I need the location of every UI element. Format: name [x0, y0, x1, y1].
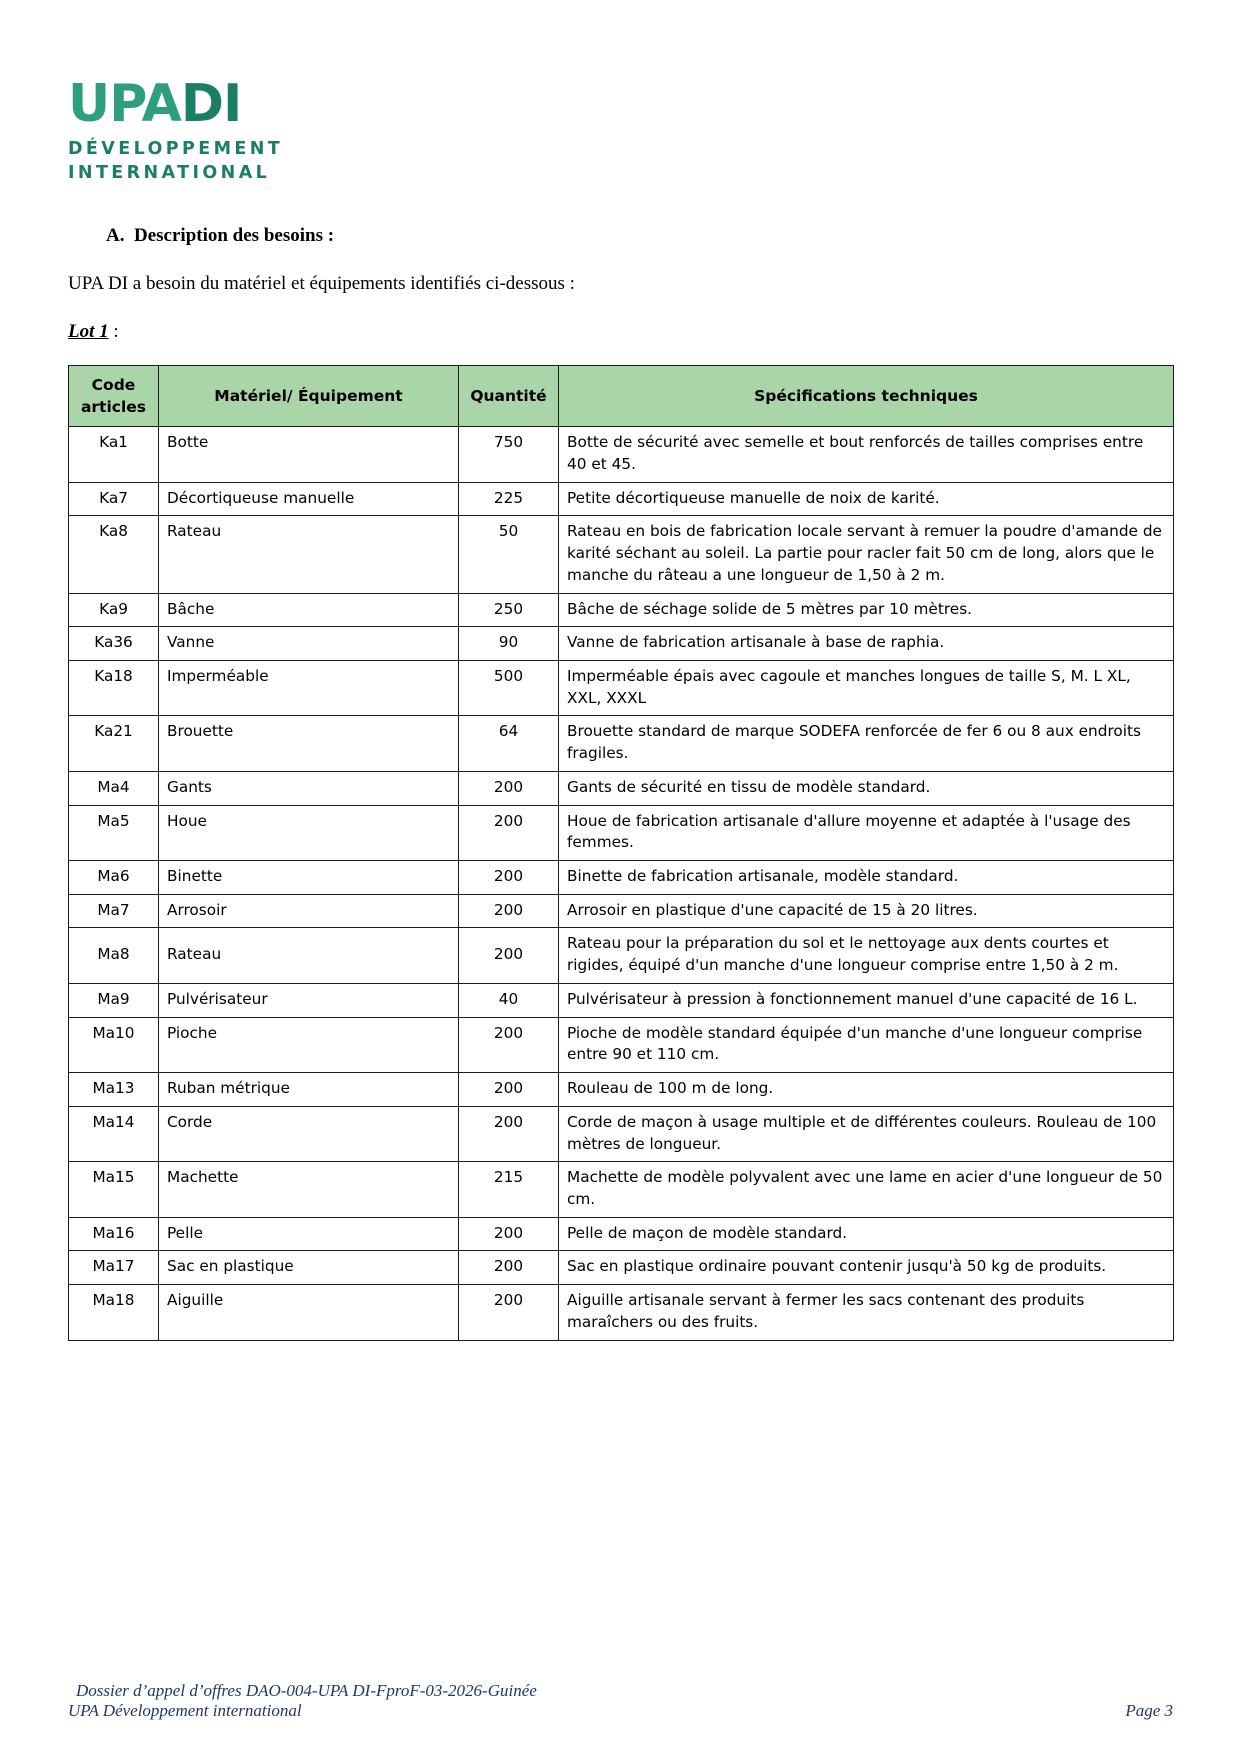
page-footer	[68, 1681, 1173, 1721]
cell-quantity: 64	[459, 716, 559, 771]
cell-specification: Aiguille artisanale servant à fermer les sacs contenant des produits maraîchers ou des fruits.	[559, 1285, 1174, 1340]
table-body	[69, 427, 1174, 1340]
table-row	[69, 1106, 1174, 1161]
table-row	[69, 1017, 1174, 1072]
cell-equipment: Sac en plastique	[159, 1251, 459, 1285]
table-header-row	[69, 366, 1174, 427]
section-heading-text: Description des besoins :	[134, 225, 335, 247]
footer-bottom-line	[68, 1701, 1173, 1721]
cell-code: Ka36	[69, 627, 159, 661]
cell-equipment: Bâche	[159, 593, 459, 627]
cell-code: Ma6	[69, 861, 159, 895]
lot-number: Lot 1	[68, 321, 109, 343]
cell-code: Ma10	[69, 1017, 159, 1072]
cell-equipment: Houe	[159, 805, 459, 860]
table-row	[69, 1217, 1174, 1251]
table-row	[69, 593, 1174, 627]
cell-equipment: Décortiqueuse manuelle	[159, 482, 459, 516]
cell-specification: Binette de fabrication artisanale, modèle standard.	[559, 861, 1174, 895]
cell-equipment: Machette	[159, 1162, 459, 1217]
cell-specification: Gants de sécurité en tissu de modèle standard.	[559, 771, 1174, 805]
cell-equipment: Pelle	[159, 1217, 459, 1251]
table-row	[69, 894, 1174, 928]
cell-specification: Pulvérisateur à pression à fonctionnement manuel d'une capacité de 16 L.	[559, 983, 1174, 1017]
footer-organization: UPA Développement international	[68, 1701, 302, 1720]
cell-code: Ma4	[69, 771, 159, 805]
cell-quantity: 200	[459, 1017, 559, 1072]
column-header-code-line1: Code	[91, 376, 136, 395]
logo-di-text: DI	[180, 74, 242, 134]
cell-code: Ka9	[69, 593, 159, 627]
cell-code: Ka8	[69, 516, 159, 593]
cell-equipment: Aiguille	[159, 1285, 459, 1340]
cell-code: Ka7	[69, 482, 159, 516]
intro-paragraph: UPA DI a besoin du matériel et équipements identifiés ci-dessous :	[68, 273, 575, 295]
cell-quantity: 200	[459, 894, 559, 928]
logo-wordmark	[68, 74, 1173, 134]
cell-code: Ma13	[69, 1073, 159, 1107]
cell-quantity: 250	[459, 593, 559, 627]
cell-specification: Arrosoir en plastique d'une capacité de 15 à 20 litres.	[559, 894, 1174, 928]
cell-quantity: 215	[459, 1162, 559, 1217]
column-header-code-line2: articles	[80, 398, 147, 417]
table-row	[69, 661, 1174, 716]
cell-quantity: 200	[459, 1251, 559, 1285]
logo-upa-text: UPA	[68, 74, 181, 134]
cell-equipment: Pioche	[159, 1017, 459, 1072]
table-row	[69, 983, 1174, 1017]
cell-equipment: Botte	[159, 427, 459, 482]
cell-code: Ma8	[69, 928, 159, 983]
cell-code: Ma9	[69, 983, 159, 1017]
table-row	[69, 1162, 1174, 1217]
column-header-quantity: Quantité	[459, 366, 559, 427]
cell-quantity: 500	[459, 661, 559, 716]
cell-code: Ma7	[69, 894, 159, 928]
cell-code: Ma15	[69, 1162, 159, 1217]
table-row	[69, 427, 1174, 482]
cell-equipment: Rateau	[159, 516, 459, 593]
cell-code: Ka1	[69, 427, 159, 482]
cell-code: Ma16	[69, 1217, 159, 1251]
cell-specification: Rateau en bois de fabrication locale servant à remuer la poudre d'amande de karité séchant au soleil. La partie pour racler fait 50 cm de long, alors que le manche du râteau a une longueur de 1,50 à 2 m.	[559, 516, 1174, 593]
table-row	[69, 771, 1174, 805]
cell-quantity: 200	[459, 1285, 559, 1340]
cell-equipment: Gants	[159, 771, 459, 805]
cell-equipment: Rateau	[159, 928, 459, 983]
cell-equipment: Binette	[159, 861, 459, 895]
cell-quantity: 200	[459, 928, 559, 983]
cell-specification: Petite décortiqueuse manuelle de noix de karité.	[559, 482, 1174, 516]
upadi-logo	[68, 74, 1173, 185]
table-row	[69, 482, 1174, 516]
cell-quantity: 200	[459, 771, 559, 805]
cell-quantity: 200	[459, 861, 559, 895]
section-heading	[106, 225, 1173, 247]
logo-subtitle-line1: DÉVELOPPEMENT	[68, 139, 284, 159]
cell-specification: Botte de sécurité avec semelle et bout renforcés de tailles comprises entre 40 et 45.	[559, 427, 1174, 482]
cell-specification: Corde de maçon à usage multiple et de différentes couleurs. Rouleau de 100 mètres de longueur.	[559, 1106, 1174, 1161]
cell-equipment: Brouette	[159, 716, 459, 771]
cell-code: Ka21	[69, 716, 159, 771]
cell-specification: Rouleau de 100 m de long.	[559, 1073, 1174, 1107]
column-header-specifications: Spécifications techniques	[559, 366, 1174, 427]
cell-specification: Bâche de séchage solide de 5 mètres par 10 mètres.	[559, 593, 1174, 627]
cell-code: Ka18	[69, 661, 159, 716]
cell-equipment: Vanne	[159, 627, 459, 661]
table-row	[69, 1251, 1174, 1285]
table-row	[69, 861, 1174, 895]
table-row	[69, 516, 1174, 593]
cell-specification: Brouette standard de marque SODEFA renforcée de fer 6 ou 8 aux endroits fragiles.	[559, 716, 1174, 771]
cell-quantity: 90	[459, 627, 559, 661]
cell-specification: Pioche de modèle standard équipée d'un manche d'une longueur comprise entre 90 et 110 cm.	[559, 1017, 1174, 1072]
table-row	[69, 627, 1174, 661]
cell-specification: Rateau pour la préparation du sol et le nettoyage aux dents courtes et rigides, équipé d'un manche d'une longueur comprise entre 1,50 à 2 m.	[559, 928, 1174, 983]
lot-label	[68, 321, 1173, 343]
table-row	[69, 928, 1174, 983]
cell-quantity: 40	[459, 983, 559, 1017]
footer-page-number: Page 3	[1125, 1701, 1173, 1720]
cell-quantity: 225	[459, 482, 559, 516]
cell-equipment: Arrosoir	[159, 894, 459, 928]
cell-specification: Machette de modèle polyvalent avec une lame en acier d'une longueur de 50 cm.	[559, 1162, 1174, 1217]
cell-equipment: Imperméable	[159, 661, 459, 716]
cell-quantity: 200	[459, 1217, 559, 1251]
cell-specification: Sac en plastique ordinaire pouvant contenir jusqu'à 50 kg de produits.	[559, 1251, 1174, 1285]
cell-equipment: Pulvérisateur	[159, 983, 459, 1017]
cell-equipment: Corde	[159, 1106, 459, 1161]
cell-code: Ma14	[69, 1106, 159, 1161]
footer-reference: Dossier d’appel d’offres DAO-004-UPA DI-FproF-03-2026-Guinée	[76, 1681, 537, 1700]
lot-suffix: :	[108, 321, 119, 343]
requirements-table	[68, 365, 1174, 1340]
cell-code: Ma18	[69, 1285, 159, 1340]
cell-specification: Vanne de fabrication artisanale à base de raphia.	[559, 627, 1174, 661]
column-header-equipment: Matériel/ Équipement	[159, 366, 459, 427]
cell-equipment: Ruban métrique	[159, 1073, 459, 1107]
table-row	[69, 1073, 1174, 1107]
section-heading-letter: A.	[106, 225, 125, 247]
cell-specification: Houe de fabrication artisanale d'allure moyenne et adaptée à l'usage des femmes.	[559, 805, 1174, 860]
cell-code: Ma17	[69, 1251, 159, 1285]
cell-code: Ma5	[69, 805, 159, 860]
column-header-code	[69, 366, 159, 427]
table-row	[69, 716, 1174, 771]
logo-subtitle-line2: INTERNATIONAL	[68, 162, 271, 183]
cell-specification: Pelle de maçon de modèle standard.	[559, 1217, 1174, 1251]
table-row	[69, 1285, 1174, 1340]
cell-quantity: 750	[459, 427, 559, 482]
cell-quantity: 50	[459, 516, 559, 593]
cell-quantity: 200	[459, 1073, 559, 1107]
cell-quantity: 200	[459, 805, 559, 860]
table-row	[69, 805, 1174, 860]
cell-specification: Imperméable épais avec cagoule et manches longues de taille S, M. L XL, XXL, XXXL	[559, 661, 1174, 716]
cell-quantity: 200	[459, 1106, 559, 1161]
